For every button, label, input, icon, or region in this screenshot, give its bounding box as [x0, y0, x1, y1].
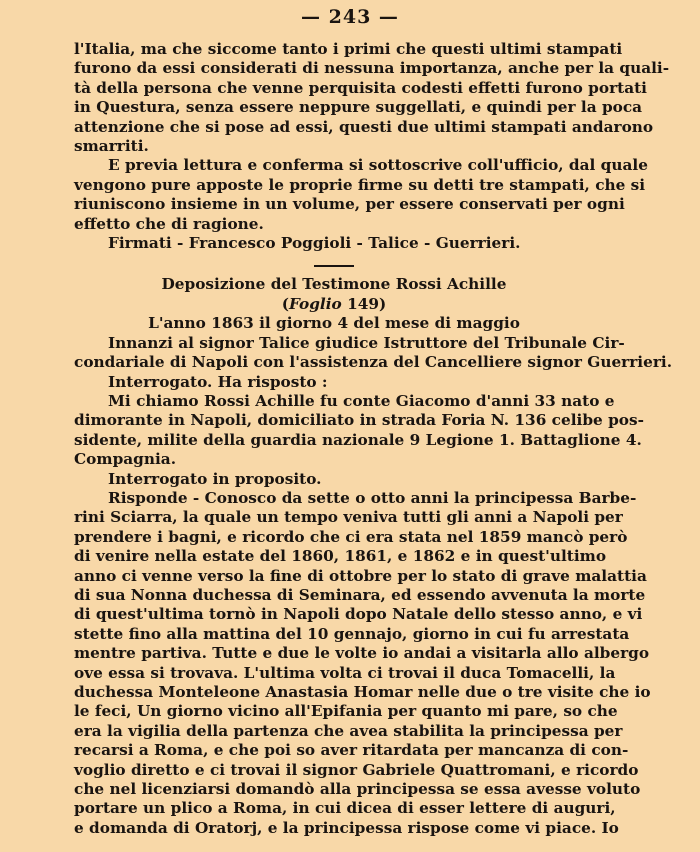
text-line: che nel licenziarsi domandò alla principessa se essa avesse voluto: [74, 780, 641, 799]
text-line: portare un plico a Roma, in cui dicea di esser lettere di auguri,: [74, 799, 616, 818]
text-line: dimorante in Napoli, domiciliato in strada Foria N. 136 celibe pos-: [74, 411, 644, 430]
text-line: stette fino alla mattina del 10 gennajo, giorno in cui fu arrestata: [74, 624, 630, 643]
text-line: le feci, Un giorno vicino all'Epifania per quanto mi pare, so che: [74, 702, 618, 721]
text-line: voglio diretto e ci trovai il signor Gabriele Quattromani, e ricordo: [74, 760, 639, 779]
section-title: Deposizione del Testimone Rossi Achille: [161, 275, 507, 294]
signatures: Firmati - Francesco Poggioli - Talice - Guerrieri.: [108, 234, 521, 253]
text-line: Mi chiamo Rossi Achille fu conte Giacomo d'anni 33 nato e: [108, 391, 615, 410]
text-line: recarsi a Roma, e che poi so aver ritardata per mancanza di con-: [74, 741, 629, 760]
text-line: E previa lettura e conferma si sottoscrive coll'ufficio, dal quale: [108, 156, 648, 175]
text-line: Innanzi al signor Talice giudice Istruttore del Tribunale Cir-: [108, 333, 625, 352]
text-line: l'Italia, ma che siccome tanto i primi che questi ultimi stampati: [74, 40, 623, 58]
text-line: riuniscono insieme in un volume, per essere conservati per ogni: [74, 195, 625, 214]
text-line: attenzione che si pose ad essi, questi due ultimi stampati andarono: [74, 117, 654, 136]
text-line: mentre partiva. Tutte e due le volte io andai a visitarla allo albergo: [74, 644, 650, 663]
text-line: sidente, milite della guardia nazionale 9 Legione 1. Battaglione 4.: [74, 430, 642, 449]
text-line: di quest'ultima tornò in Napoli dopo Natale dello stesso anno, e vi: [74, 605, 643, 624]
text-line: effetto che di ragione.: [74, 214, 264, 233]
page-body: [74, 40, 673, 838]
text-line: in Questura, senza essere neppure suggellati, e quindi per la poca: [74, 98, 643, 117]
text-line: duchessa Monteleone Anastasia Homar nelle due o tre visite che io: [74, 683, 651, 701]
text-line: rini Sciarra, la quale un tempo veniva tutti gli anni a Napoli per: [74, 508, 623, 527]
text-line: smarriti.: [74, 137, 149, 156]
text-line: furono da essi considerati di nessuna importanza, anche per la quali-: [74, 59, 670, 78]
folio-open: (: [281, 294, 289, 313]
text-line: vengono pure apposte le proprie firme su detti tre stampati, che si: [74, 175, 646, 194]
interrogato-line: Interrogato in proposito.: [108, 469, 322, 488]
text-line: Risponde - Conosco da sette o otto anni la principessa Barbe-: [108, 488, 637, 507]
text-line: prendere i bagni, e ricordo che ci era stata nel 1859 mancò però: [74, 527, 628, 546]
text-line: era la vigilia della partenza che avea stabilita la principessa per: [74, 721, 623, 740]
text-line: Compagnia.: [74, 450, 177, 469]
text-line: e domanda di Oratorj, e la principessa rispose come vi piace. Io: [74, 818, 619, 837]
folio-number: 149): [347, 294, 387, 313]
date-line: L'anno 1863 il giorno 4 del mese di maggio: [148, 314, 520, 333]
text-line: di sua Nonna duchessa di Seminara, ed essendo avvenuta la morte: [74, 585, 646, 604]
interrogato-line: Interrogato. Ha risposto :: [108, 372, 328, 391]
text-line: anno ci venne verso la fine di ottobre per lo stato di grave malattia: [74, 566, 647, 585]
text-line: tà della persona che venne perquisita codesti effetti furono portati: [74, 78, 647, 97]
section-divider: [314, 265, 354, 267]
text-line: condariale di Napoli con l'assistenza del Cancelliere signor Guerrieri.: [74, 353, 673, 372]
folio-word: Foglio: [289, 294, 342, 313]
folio-reference: [74, 295, 594, 314]
text-line: ove essa si trovava. L'ultima volta ci trovai il duca Tomacelli, la: [74, 663, 616, 682]
page-number: — 243 —: [301, 6, 399, 28]
text-line: di venire nella estate del 1860, 1861, e 1862 e in quest'ultimo: [74, 547, 607, 566]
